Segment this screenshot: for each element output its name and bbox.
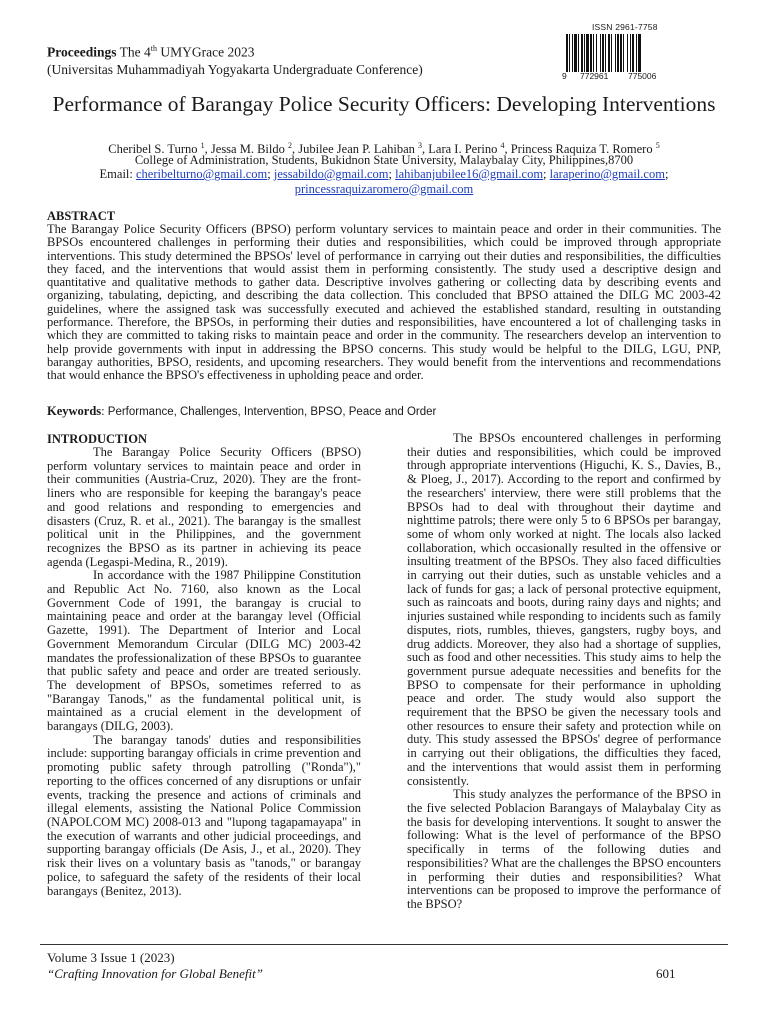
- abstract-body: The Barangay Police Security Officers (BPSO) perform voluntary services to maintain peace and order in their communities. The BPSOs encountered challenges in performing their duties and responsibilities, which could be improved through appropriate interventions. This study determined the BPSOs' level of performance in carrying out their duties and responsibilities, the difficulties they faced, and the interventions that would assist them in performing consistently. The study used a descriptive design and quantitative and qualitative methods to gather data. Descriptive involves gathering or collecting data by describing events and organizing, tabulating, depicting, and describing the data collection. This concluded that BPSO attained the DILG MC 2003-42 guidelines, where the assigned task was successfully executed and achieved the established standard, resulting in outstanding performance. Therefore, the BPSOs, in performing their duties and responsibilities, have encountered a lot of challenging tasks in which they are committed to taking risks to maintain peace and order in the community. The researchers develop an intervention to help provide governments with input in addressing the BPSO concerns. This study would be helpful to the DILG, LGU, PNP, barangay authorities, BPSO, residents, and upcoming researchers. They would benefit from the interventions and recommendations that would enhance the BPSO's effectiveness in upholding peace and order.: [47, 222, 721, 383]
- page-number: 601: [656, 966, 676, 981]
- introduction-heading: INTRODUCTION: [47, 432, 148, 446]
- author-name: Princess Raquiza T. Romero: [510, 142, 656, 157]
- footer-rule: [40, 944, 728, 945]
- keywords: Keywords: Performance, Challenges, Intervention, BPSO, Peace and Order: [47, 404, 437, 418]
- author-name: Cheribel S. Turno: [108, 142, 201, 157]
- column-right: [407, 432, 721, 912]
- author-affil-number: 4: [500, 141, 505, 150]
- intro-paragraph: The BPSOs encountered challenges in performing their duties and responsibilities, which could be improved through appropriate interventions (Higuchi, K. S., Davies, B., & Ploeg, J., 2017). According to the report and confirmed by the researchers' interview, there were still problems that the BPSOs had to deal with throughout their daytime and nighttime patrols; there were only 5 to 6 BPSOs per barangay, some of whom only worked at night. The locals also lacked collaboration, which occasionally resulted in the offensive or insulting treatment of the BPSOs. They also faced difficulties in carrying out their duties, such as unstable vehicles and a lack of funds for gas; a lack of personal protective equipment, such as raincoats and boots, during rainy days and nights; and injuries sustained while responding to incidents such as family disputes, riots, rumbles, thieves, gangsters, rugby boys, and drug addicts. Moreover, they also had a shortage of supplies, such as food and other necessities. This study aims to help the government pursue adequate necessities and benefits for the BPSO to compensate for their performance in upholding peace and order. The study would also support the requirement that the BPSO be given the necessary tools and other resources to ensure their safety and protection while on duty. This study assessed the BPSOs' degree of performance in carrying out their obligations, the difficulties they faced, and the interventions that would assist them in performing consistently.: [407, 431, 721, 788]
- author-name: Lara I. Perino: [428, 142, 501, 157]
- footer-motto: “Crafting Innovation for Global Benefit”: [47, 966, 263, 981]
- abstract-heading: ABSTRACT: [47, 209, 116, 223]
- barcode-bar: [566, 34, 568, 72]
- barcode-bar: [608, 34, 610, 72]
- issn-barcode-block: [562, 22, 678, 84]
- barcode-bar: [602, 34, 604, 72]
- proceedings-header: [47, 40, 467, 78]
- email-label: Email:: [99, 167, 136, 181]
- barcode-digit-left: 9: [562, 71, 567, 81]
- barcode-bar: [596, 34, 597, 72]
- barcode-bar: [584, 34, 585, 72]
- barcode-bar: [578, 34, 579, 72]
- email-link[interactable]: lahibanjubilee16@gmail.com: [395, 167, 544, 181]
- barcode-bar: [574, 34, 577, 72]
- barcode-bar: [615, 34, 616, 72]
- barcode-bar: [636, 34, 637, 72]
- barcode-bar: [630, 34, 631, 72]
- column-left: [47, 432, 361, 898]
- barcode-image: [566, 34, 674, 72]
- barcode-bar: [611, 34, 612, 72]
- paper-title: Performance of Barangay Police Security Officers: Developing Interventions: [52, 92, 716, 116]
- intro-paragraph: In accordance with the 1987 Philippine Constitution and Republic Act No. 7160, also known as the Local Government Code of 1991, the barangay is crucial to maintaining peace and order at the barangay level (Official Gazette, 1991). The Department of Interior and Local Government Memorandum Circular (DILG MC) 2003-42 mandates the professionalization of these BPSOs to guarantee that public safety and peace and order are treated seriously. The development of BPSOs, sometimes referred to as "Barangay Tanods," as the fundamental political unit, is maintained as a crucial element in the development of barangays (DILG, 2003).: [47, 568, 361, 734]
- barcode-bar: [600, 34, 601, 72]
- email-link[interactable]: princessraquizaromero@gmail.com: [294, 181, 474, 196]
- affiliation: College of Administration, Students, Bukidnon State University, Malaybalay City, Philippines,8700: [134, 153, 634, 167]
- email-list: Email: cheribelturno@gmail.com; jessabildo@gmail.com; lahibanjubilee16@gmail.com; laraperino@gmail.com; princessraquizaromero@gmail.com: [99, 167, 669, 196]
- barcode-bar: [572, 34, 573, 72]
- barcode-bar: [586, 34, 589, 72]
- author-affil-number: 5: [655, 141, 660, 150]
- keywords-label: Keywords: [47, 404, 102, 418]
- barcode-digits-mid: 772961: [580, 71, 609, 81]
- author-affil-number: 3: [418, 141, 423, 150]
- author-list: Cheribel S. Turno $^1$, Jessa M. Bildo $^2$, Jubilee Jean P. Lahiban $^3$, Lara I. Perino $^4$, Princess Raquiza T. Romero $^5$: [108, 141, 660, 157]
- barcode-digits-right: 775006: [628, 71, 657, 81]
- email-link[interactable]: jessabildo@gmail.com: [273, 167, 389, 181]
- barcode-bar: [605, 34, 606, 72]
- keywords-text: Performance, Challenges, Intervention, BPSO, Peace and Order: [107, 406, 437, 418]
- barcode-bar: [617, 34, 619, 72]
- author-affil-number: 1: [200, 141, 205, 150]
- barcode-bar: [569, 34, 570, 72]
- author-affil-number: 2: [288, 141, 292, 150]
- proceedings-line: Proceedings The 4th UMYGrace 2023: [47, 44, 255, 60]
- barcode-bar: [581, 34, 583, 72]
- intro-paragraph: The Barangay Police Security Officers (BPSO) perform voluntary services to maintain peace and order in their communities (Austria-Cruz, 2020). They are the front-liners who are responsible for keeping the barangay's peace and good relations and responding to emergencies and disasters (Cruz, R. et al., 2021). The barangay is the smallest political unit in the Philippines, and the government recognizes the BPSO as its partner in achieving its peace agenda (Legaspi-Medina, R., 2019).: [47, 445, 361, 569]
- barcode-bar: [623, 34, 624, 72]
- author-name: Jubilee Jean P. Lahiban: [298, 142, 419, 157]
- footer-volume: Volume 3 Issue 1 (2023): [47, 950, 175, 965]
- author-name: Jessa M. Bildo: [210, 142, 288, 157]
- barcode-bar: [638, 34, 641, 72]
- barcode-bar: [632, 34, 634, 72]
- barcode-bar: [620, 34, 622, 72]
- issn-label: ISSN 2961-7758: [592, 22, 658, 32]
- conference-name: (Universitas Muhammadiyah Yogyakarta Undergraduate Conference): [47, 61, 423, 77]
- email-link[interactable]: laraperino@gmail.com: [549, 167, 665, 181]
- barcode-bar: [593, 34, 594, 72]
- barcode-bar: [627, 34, 628, 72]
- intro-paragraph: This study analyzes the performance of the BPSO in the five selected Poblacion Barangays of Malaybalay City as the basis for developing interventions. It sought to answer the following: What is the level of performance of the BPSO specifically in terms of the following duties and responsibilities? What are the challenges the BPSO encounters in performing their duties and responsibilities? What interventions can be proposed to improve the performance of the BPSO?: [407, 787, 721, 911]
- barcode-bar: [590, 34, 592, 72]
- email-link[interactable]: cheribelturno@gmail.com: [136, 167, 268, 181]
- intro-paragraph: The barangay tanods' duties and responsibilities include: supporting barangay officials in crime prevention and promoting public safety through patrolling ("Ronda")," reporting to the offices concerned of any disruptions or unfair events, tracking the presence and actions of criminals and illegal elements, assisting the National Police Commission (NAPOLCOM MC) 2008-013 and "lupong tagapamayapa" in the execution of warrants and other judicial proceedings, and supporting barangay officials (De Asis, J., et al., 2020). They risk their lives on a voluntary basis as "tanods," or barangay police, to safeguard the safety of the residents of their local barangays (Benitez, 2013).: [47, 732, 361, 898]
